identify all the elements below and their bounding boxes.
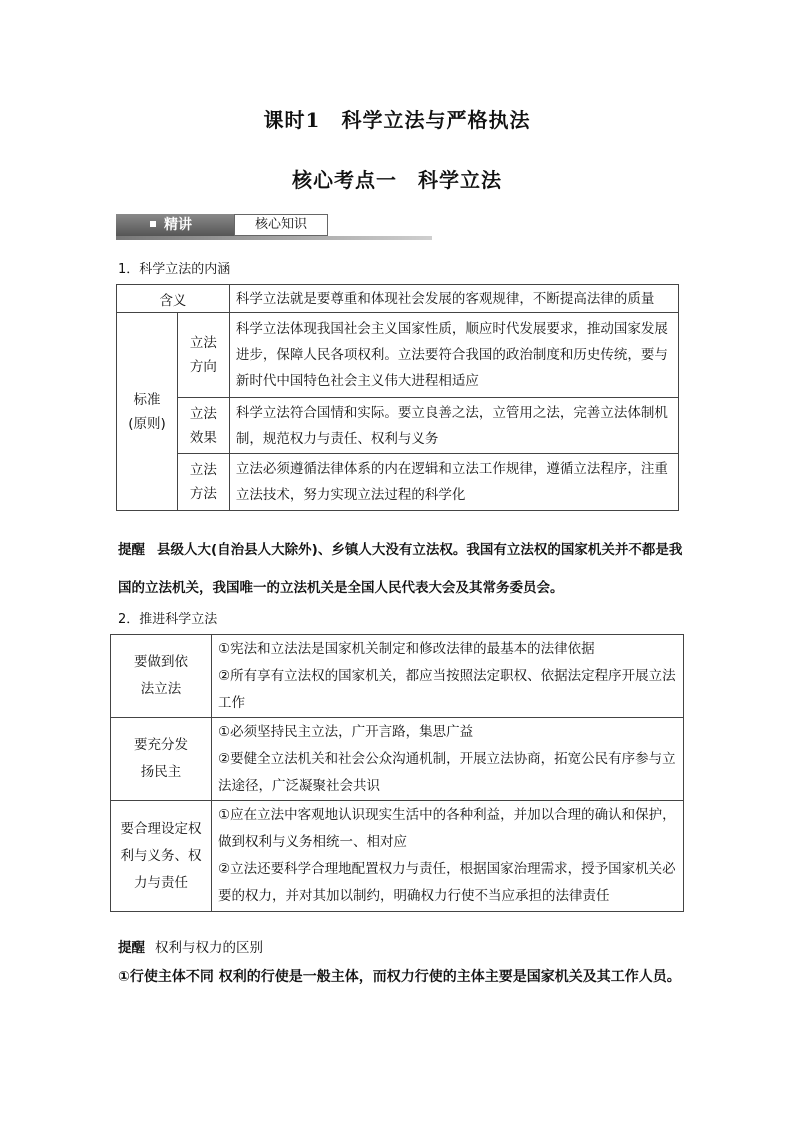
banner-left-label: 精讲 <box>164 217 192 233</box>
row-line: ②要健全立法机关和社会公众沟通机制，开展立法协商，拓宽公民有序参与立法途径，广泛凝聚社会共识 <box>217 750 676 794</box>
note1 <box>118 531 688 607</box>
row-text <box>211 801 683 912</box>
banner-gradient-line <box>116 236 432 240</box>
page-title: 课时1 科学立法与严格执法 <box>263 108 531 132</box>
row-line: ①宪法和立法法是国家机关制定和修改法律的最基本的法律依据 <box>217 640 595 657</box>
row-label: 立法效果 <box>177 398 229 454</box>
table-row <box>111 635 684 718</box>
table-row <box>117 398 679 454</box>
row-label: 立法方向 <box>177 313 229 398</box>
note2-heading <box>118 936 263 956</box>
note1-label: 提醒 <box>118 542 145 558</box>
table-row <box>117 313 679 398</box>
section1-heading: 1．科学立法的内涵 <box>118 262 231 277</box>
row-text: 科学立法体现我国社会主义国家性质，顺应时代发展要求，推动国家发展进步，保障人民各项权利。立法要符合我国的政治制度和历史传统，要与新时代中国特色社会主义伟大进程相适应 <box>229 313 678 398</box>
note2-label: 提醒 <box>118 940 145 956</box>
row-label: 要充分发扬民主 <box>111 718 212 801</box>
section2-table <box>110 634 684 912</box>
table-row <box>111 718 684 801</box>
table-row <box>117 285 679 313</box>
table-row <box>117 454 679 511</box>
row-line: ①应在立法中客观地认识现实生活中的各种利益，并加以合理的确认和保护，做到权利与义务相统一、相对应 <box>217 807 676 850</box>
row-line: ①必须坚持民主立法，广开言路，集思广益 <box>217 723 474 740</box>
section1-table <box>116 284 679 511</box>
row-label: 要合理设定权利与义务、权力与责任 <box>111 801 212 912</box>
row-line: ②所有享有立法权的国家机关，都应当按照法定职权、依据法定程序开展立法工作 <box>217 667 676 711</box>
banner-dark-tab <box>116 214 234 236</box>
row-line: ②立法还要科学合理地配置权力与责任，根据国家治理需求，授予国家机关必要的权力，并对其加以制约，明确权力行使不当应承担的法律责任 <box>217 861 676 904</box>
note2-line1: ①行使主体不同 权利的行使是一般主体，而权力行使的主体主要是国家机关及其工作人员。 <box>118 969 681 985</box>
square-bullet-icon <box>150 221 156 227</box>
row-text: 立法必须遵循法律体系的内在逻辑和立法工作规律，遵循立法程序，注重立法技术，努力实现立法过程的科学化 <box>229 454 678 511</box>
section-banner <box>116 214 432 240</box>
section2-heading: 2．推进科学立法 <box>118 612 218 627</box>
row-label: 立法方法 <box>177 454 229 511</box>
note2-title: 权利与权力的区别 <box>155 940 263 956</box>
row-text <box>211 718 683 801</box>
meaning-text: 科学立法就是要尊重和体现社会发展的客观规律，不断提高法律的质量 <box>229 285 678 313</box>
standard-label: 标准(原则) <box>117 313 178 511</box>
table-row <box>111 801 684 912</box>
row-text <box>211 635 683 718</box>
note1-text: 县级人大(自治县人大除外)、乡镇人大没有立法权。我国有立法权的国家机关并不都是我国的立法机关，我国唯一的立法机关是全国人民代表大会及其常务委员会。 <box>118 542 683 596</box>
banner-right-label: 核心知识 <box>234 214 328 236</box>
meaning-label: 含义 <box>117 285 230 313</box>
page-subtitle: 核心考点一 科学立法 <box>292 168 502 192</box>
row-text: 科学立法符合国情和实际。要立良善之法，立管用之法，完善立法体制机制，规范权力与责任、权利与义务 <box>229 398 678 454</box>
row-label: 要做到依法立法 <box>111 635 212 718</box>
